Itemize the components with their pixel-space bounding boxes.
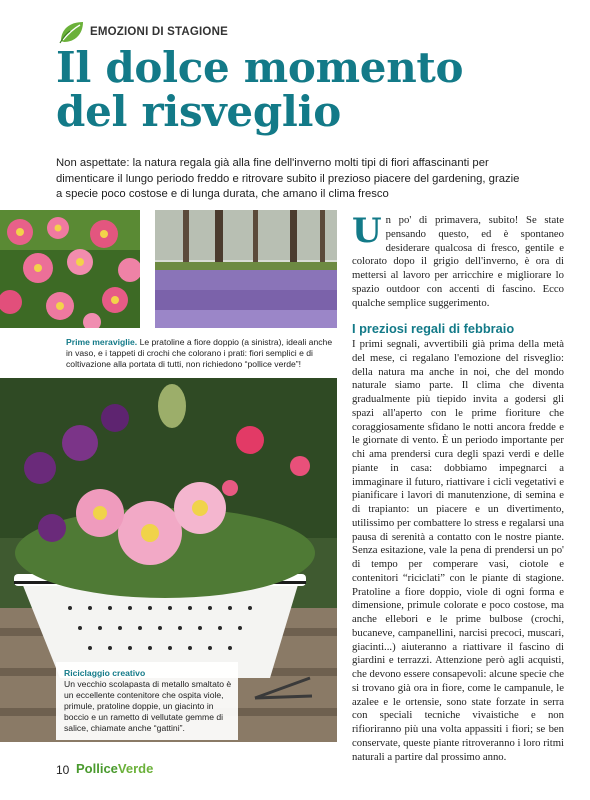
leaf-icon: [58, 19, 86, 45]
dropcap: U: [352, 211, 382, 251]
page-number: 10: [56, 763, 70, 777]
article-paragraph-1: n po' di primavera, subito! Se state pensando questo, ed è spontaneo desiderare qualcosa di fresco, gentile e colorato dopo il grigio dell'inverno, è ora di mettersi al lavoro per arricchire e migliorare lo spazio outdoor con accenti di fascino. Ecco qualche semplice suggerimento.: [352, 214, 564, 309]
caption-riciclaggio-creativo: [64, 668, 234, 734]
article-column: [352, 211, 564, 764]
daisies-photo: [0, 210, 140, 328]
section-label: EMOZIONI DI STAGIONE: [90, 26, 228, 38]
magazine-name-part-1: Pollice: [76, 761, 118, 776]
title-line-2: del risveglio: [56, 87, 341, 136]
article-paragraph-2: I primi segnali, avvertibili già prima della metà del mese, ci regalano l'emozione del risveglio: della natura ma anche in noi, che del mondo naturale siamo parte. Il clima che diventa gradualmente più tiepido invita a godersi gli spazi all'aperto con le prime fioriture che coraggiosamente sfidano le notti ancora fredde e le giornate di vento. È un periodo importante per chi ama prendersi cura degli spazi verdi e delle piante in casa: dobbiamo impegnarci a immaginare il futuro, riattivare i cicli vegetativi e pianificare i lavori di manutenzione, di semina e di trapianto: un piacere e un divertimento, utilissimo per combattere lo stress e regalarsi una pausa di serenità a contatto con le nostre piante. Senza esitazione, vale la pena di prendersi un po' di tempo per comperare vasi, ciotole e contenitori “riciclati” con le piante di stagione. Pratoline a fiore doppio, viole di ogni forma e dimensione, primule colorate e poco costose, ma anche ellebori e le prime bulbose (crochi, bucaneve, campanellini, narcisi precoci, muscari, giacinti...) aiuteranno a riattivare il fascino di giardini e terrazzi. Attenzione però agli acquisti, che devono essere consapevoli: alcune specie che si trovano già ora in fiore, come le campanule, le azalee e le ortensie, sono state forzate in serra con speciali tecniche vivaistiche e non rifioriranno più una volta appassiti i fiori; se ben conservate, queste piante ritroveranno i loro ritmi naturali a partire dal prossimo anno.: [352, 338, 564, 763]
caption-1-text: Le pratoline a fiore doppio (a sinistra), ideali anche in vaso, e i tappeti di crochi che colorano i prati: fiori semplici e di coltivazione alla portata di tutti, non richiedono “pollice verde”!: [66, 337, 333, 369]
crocus-meadow-photo: [155, 210, 337, 328]
intro-text: Non aspettate: la natura regala già alla fine dell'inverno molti tipi di fiori affascinanti per dimenticare il lungo periodo freddo e ritrovare subito il prezioso piacere del gardening, grazie a specie poco costose e di lunga durata, che amano il clima fresco: [56, 157, 520, 200]
section-header: [58, 18, 228, 46]
caption-2-text: Un vecchio scolapasta di metallo smaltato è un eccellente contenitore che ospita viole, primule, pratoline doppie, un giacinto in boccio e un rametto di vellutate gemme di salice, chiamate anche “gattini”.: [64, 679, 232, 733]
caption-2-lead: Riciclaggio creativo: [64, 668, 146, 678]
page-title: [56, 43, 576, 136]
magazine-name-part-2: Verde: [117, 761, 154, 776]
caption-1-lead: Prime meraviglie.: [66, 337, 138, 347]
title-line-1: Il dolce momento: [56, 43, 464, 92]
magazine-logo: [76, 761, 153, 776]
article-subhead: I preziosi regali di febbraio: [352, 321, 515, 337]
caption-prime-meraviglie: [66, 337, 334, 370]
